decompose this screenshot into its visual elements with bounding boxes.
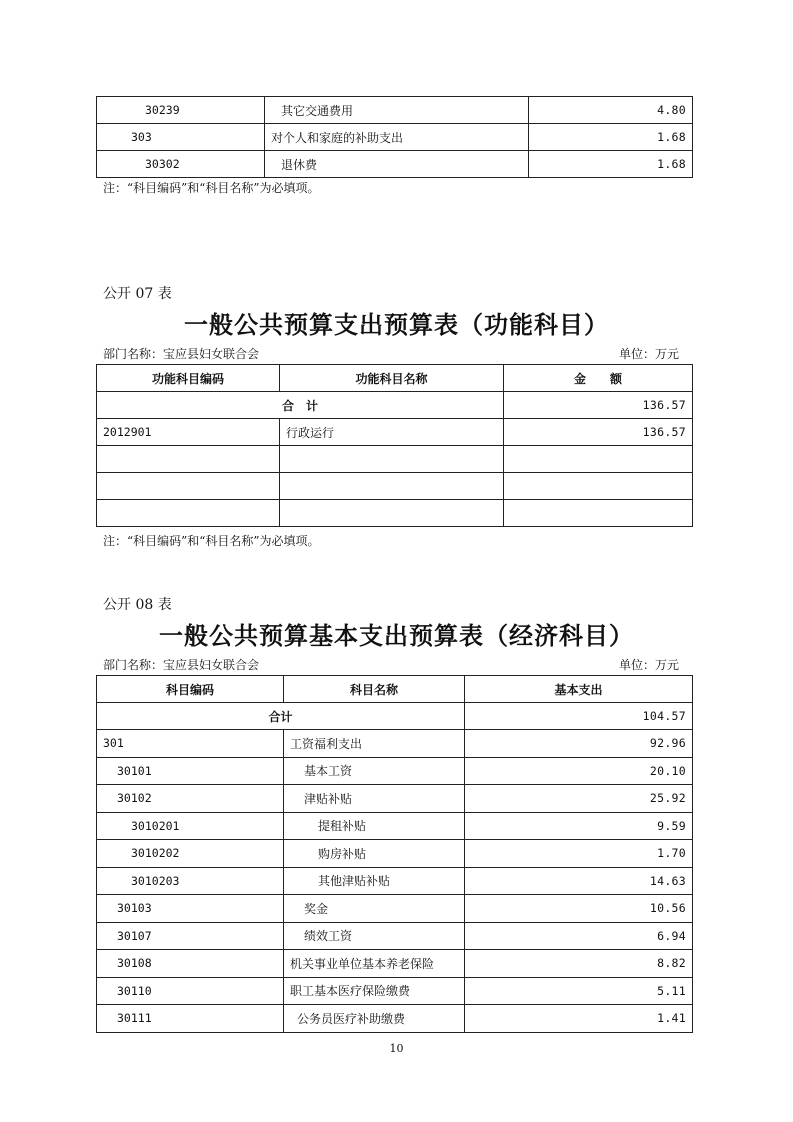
page-number: 10	[389, 1042, 404, 1055]
table-header-row	[97, 365, 693, 392]
amount: 14.63	[465, 867, 693, 895]
total-label: 合计	[97, 703, 465, 730]
subject-code: 30103	[97, 895, 284, 923]
subject-code: 30101	[97, 757, 284, 785]
amount: 1.70	[465, 840, 693, 868]
table-note: 注：“科目编码”和“科目名称”为必填项。	[103, 181, 320, 195]
table-row	[97, 840, 693, 868]
amount: 1.68	[529, 124, 693, 151]
table-header-row	[97, 676, 693, 703]
column-header: 科目编码	[97, 676, 284, 703]
table-row	[97, 419, 693, 446]
amount: 1.68	[529, 151, 693, 178]
subject-code: 30107	[97, 922, 284, 950]
table-row	[97, 151, 693, 178]
subject-code: 301	[97, 730, 284, 758]
subject-name: 购房补贴	[284, 840, 465, 868]
column-header: 功能科目名称	[280, 365, 504, 392]
subject-name: 其他津贴补贴	[284, 867, 465, 895]
table-row	[97, 1005, 693, 1033]
table-title-08: 一般公共预算基本支出预算表（经济科目）	[159, 621, 634, 650]
amount: 6.94	[465, 922, 693, 950]
table-label-07: 公开 07 表	[103, 286, 172, 302]
table-row	[97, 757, 693, 785]
unit-label: 单位：万元	[619, 347, 680, 361]
subject-name: 提租补贴	[284, 812, 465, 840]
table-row	[97, 922, 693, 950]
subject-code: 303	[97, 124, 265, 151]
empty-row	[97, 473, 693, 500]
subject-name: 机关事业单位基本养老保险	[284, 950, 465, 978]
amount: 10.56	[465, 895, 693, 923]
subject-code: 30108	[97, 950, 284, 978]
table-row	[97, 950, 693, 978]
empty-row	[97, 446, 693, 473]
subject-code: 3010203	[97, 867, 284, 895]
table-label-08: 公开 08 表	[103, 597, 172, 613]
amount: 136.57	[504, 419, 693, 446]
subject-name: 基本工资	[284, 757, 465, 785]
total-label: 合 计	[97, 392, 504, 419]
subject-code: 3010201	[97, 812, 284, 840]
amount: 20.10	[465, 757, 693, 785]
top-expense-table	[96, 96, 693, 178]
subject-name: 奖金	[284, 895, 465, 923]
table-row	[97, 97, 693, 124]
unit-label: 单位：万元	[619, 658, 680, 672]
subject-name: 行政运行	[280, 419, 504, 446]
column-header: 科目名称	[284, 676, 465, 703]
subject-name: 职工基本医疗保险缴费	[284, 977, 465, 1005]
total-amount: 136.57	[504, 392, 693, 419]
total-row	[97, 703, 693, 730]
table-title-07: 一般公共预算支出预算表（功能科目）	[184, 310, 609, 339]
column-header: 基本支出	[465, 676, 693, 703]
column-header: 功能科目编码	[97, 365, 280, 392]
subject-name: 其它交通费用	[265, 97, 529, 124]
subject-code: 30110	[97, 977, 284, 1005]
column-header: 金 额	[504, 365, 693, 392]
amount: 5.11	[465, 977, 693, 1005]
subject-name: 公务员医疗补助缴费	[284, 1005, 465, 1033]
department-name: 部门名称：宝应县妇女联合会	[103, 658, 260, 672]
subject-name: 津贴补贴	[284, 785, 465, 813]
subject-code: 30239	[97, 97, 265, 124]
total-amount: 104.57	[465, 703, 693, 730]
amount: 8.82	[465, 950, 693, 978]
subject-code: 30111	[97, 1005, 284, 1033]
total-row	[97, 392, 693, 419]
empty-row	[97, 500, 693, 527]
amount: 92.96	[465, 730, 693, 758]
table-row	[97, 124, 693, 151]
subject-code: 30102	[97, 785, 284, 813]
table-note: 注：“科目编码”和“科目名称”为必填项。	[103, 534, 320, 548]
economic-budget-table	[96, 675, 693, 1033]
subject-code: 3010202	[97, 840, 284, 868]
table-row	[97, 812, 693, 840]
amount: 9.59	[465, 812, 693, 840]
subject-name: 工资福利支出	[284, 730, 465, 758]
function-budget-table	[96, 364, 693, 527]
subject-name: 退休费	[265, 151, 529, 178]
subject-code: 30302	[97, 151, 265, 178]
amount: 4.80	[529, 97, 693, 124]
subject-name: 对个人和家庭的补助支出	[265, 124, 529, 151]
table-row	[97, 895, 693, 923]
amount: 25.92	[465, 785, 693, 813]
amount: 1.41	[465, 1005, 693, 1033]
subject-name: 绩效工资	[284, 922, 465, 950]
subject-code: 2012901	[97, 419, 280, 446]
table-row	[97, 730, 693, 758]
table-row	[97, 977, 693, 1005]
table-row	[97, 785, 693, 813]
department-name: 部门名称：宝应县妇女联合会	[103, 347, 260, 361]
table-row	[97, 867, 693, 895]
